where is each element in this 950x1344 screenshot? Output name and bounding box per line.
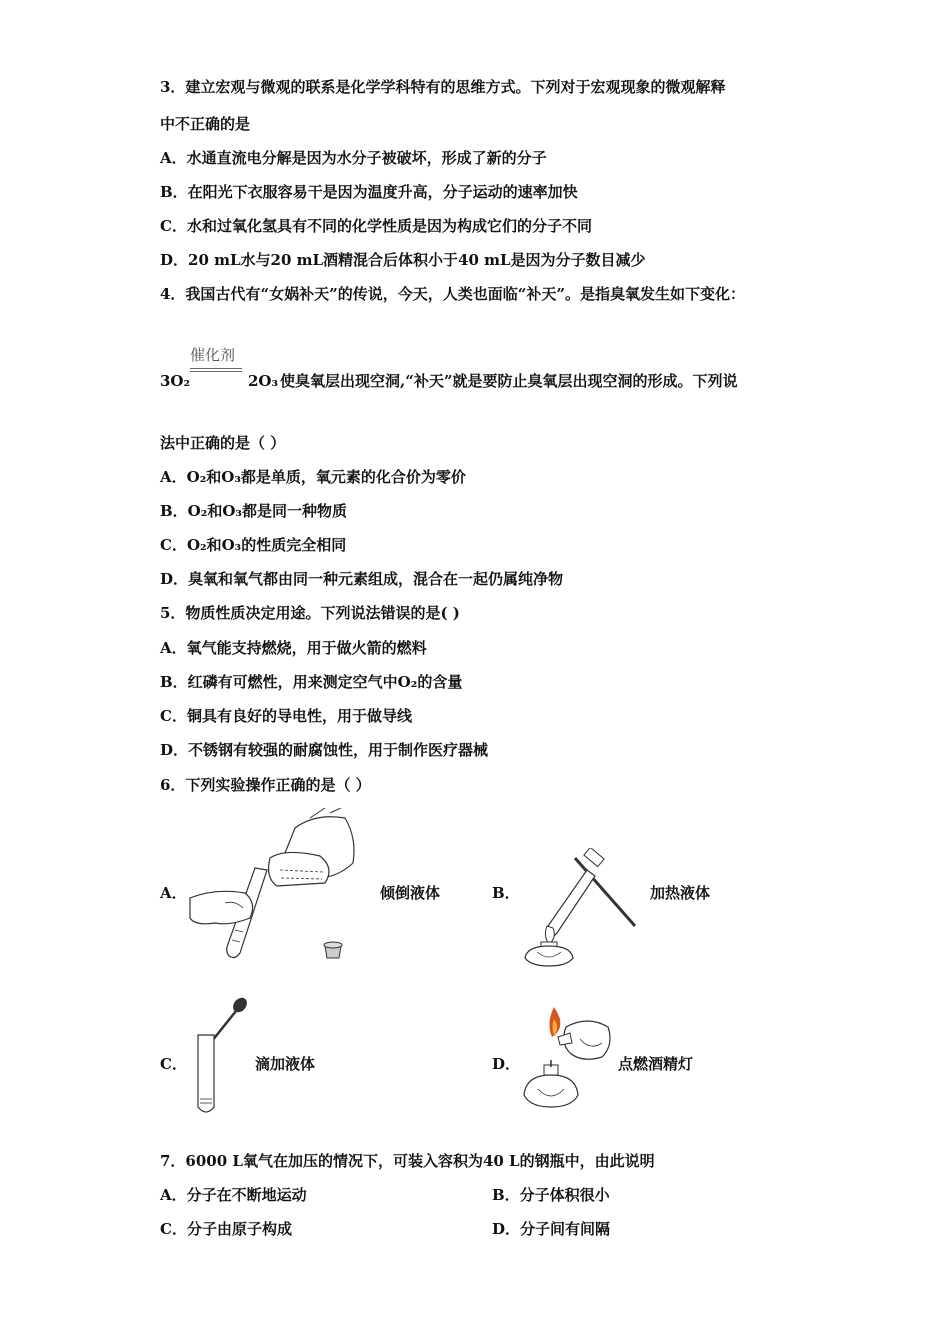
q5-option-c: C．铜具有良好的导电性，用于做导线 bbox=[160, 707, 412, 725]
q5-option-b: B．红磷有可燃性，用来测定空气中O₂的含量 bbox=[160, 673, 463, 691]
q4-product: 2O₃ bbox=[248, 372, 279, 390]
pouring-liquid-illustration bbox=[185, 808, 365, 963]
q6-option-c-text: 滴加液体 bbox=[255, 1055, 316, 1073]
q7-option-c: C．分子由原子构成 bbox=[160, 1220, 292, 1238]
q5-stem: 5．物质性质决定用途。下列说法错误的是( ) bbox=[160, 604, 460, 622]
reaction-arrow-top bbox=[190, 368, 242, 369]
q4-stem-line1: 4．我国古代有“女娲补天”的传说，今天，人类也面临“补天”。是指臭氧发生如下变化： bbox=[160, 285, 745, 303]
q4-option-a: A．O₂和O₃都是单质，氧元素的化合价为零价 bbox=[160, 468, 466, 486]
heating-liquid-illustration bbox=[515, 848, 640, 968]
q7-option-b: B．分子体积很小 bbox=[492, 1186, 610, 1204]
q4-option-d: D．臭氧和氧气都由同一种元素组成，混合在一起仍属纯净物 bbox=[160, 570, 564, 588]
q3-option-a: A．水通直流电分解是因为水分子被破坏，形成了新的分子 bbox=[160, 149, 547, 167]
q4-stem-line2: 使臭氧层出现空洞,“补天”就是要防止臭氧层出现空洞的形成。下列说 bbox=[280, 372, 738, 390]
q7-stem: 7．6000 L氧气在加压的情况下，可装入容积为40 L的钢瓶中，由此说明 bbox=[160, 1152, 655, 1170]
q6-option-b-letter: B． bbox=[492, 884, 520, 902]
q6-option-a-text: 倾倒液体 bbox=[380, 884, 441, 902]
q3-option-c: C．水和过氧化氢具有不同的化学性质是因为构成它们的分子不同 bbox=[160, 217, 592, 235]
q4-option-b: B．O₂和O₃都是同一种物质 bbox=[160, 502, 347, 520]
q3-option-b: B．在阳光下衣服容易干是因为温度升高，分子运动的速率加快 bbox=[160, 183, 578, 201]
q6-stem: 6．下列实验操作正确的是（ ） bbox=[160, 776, 371, 794]
q4-reactant: 3O₂ bbox=[160, 372, 191, 390]
reaction-arrow-bottom bbox=[190, 371, 242, 372]
q5-option-d: D．不锈钢有较强的耐腐蚀性，用于制作医疗器械 bbox=[160, 741, 489, 759]
lighting-alcohol-lamp-illustration bbox=[518, 1005, 618, 1115]
q6-option-a-letter: A． bbox=[160, 884, 187, 902]
q3-option-d: D．20 mL水与20 mL酒精混合后体积小于40 mL是因为分子数目减少 bbox=[160, 251, 646, 269]
catalyst-label: 催化剂 bbox=[190, 346, 236, 364]
q6-option-b-text: 加热液体 bbox=[650, 884, 711, 902]
q4-option-c: C．O₂和O₃的性质完全相同 bbox=[160, 536, 347, 554]
dropping-liquid-illustration bbox=[190, 995, 250, 1117]
q3-stem-line2: 中不正确的是 bbox=[160, 115, 251, 133]
q7-option-a: A．分子在不断地运动 bbox=[160, 1186, 307, 1204]
q6-option-d-text: 点燃酒精灯 bbox=[618, 1055, 694, 1073]
q6-option-c-letter: C． bbox=[160, 1055, 187, 1073]
q6-option-d-letter: D． bbox=[492, 1055, 521, 1073]
q3-stem-line1: 3．建立宏观与微观的联系是化学学科特有的思维方式。下列对于宏观现象的微观解释 bbox=[160, 78, 726, 96]
q4-stem-line3: 法中正确的是（ ） bbox=[160, 434, 286, 452]
q7-option-d: D．分子间有间隔 bbox=[492, 1220, 611, 1238]
q5-option-a: A．氧气能支持燃烧，用于做火箭的燃料 bbox=[160, 639, 427, 657]
